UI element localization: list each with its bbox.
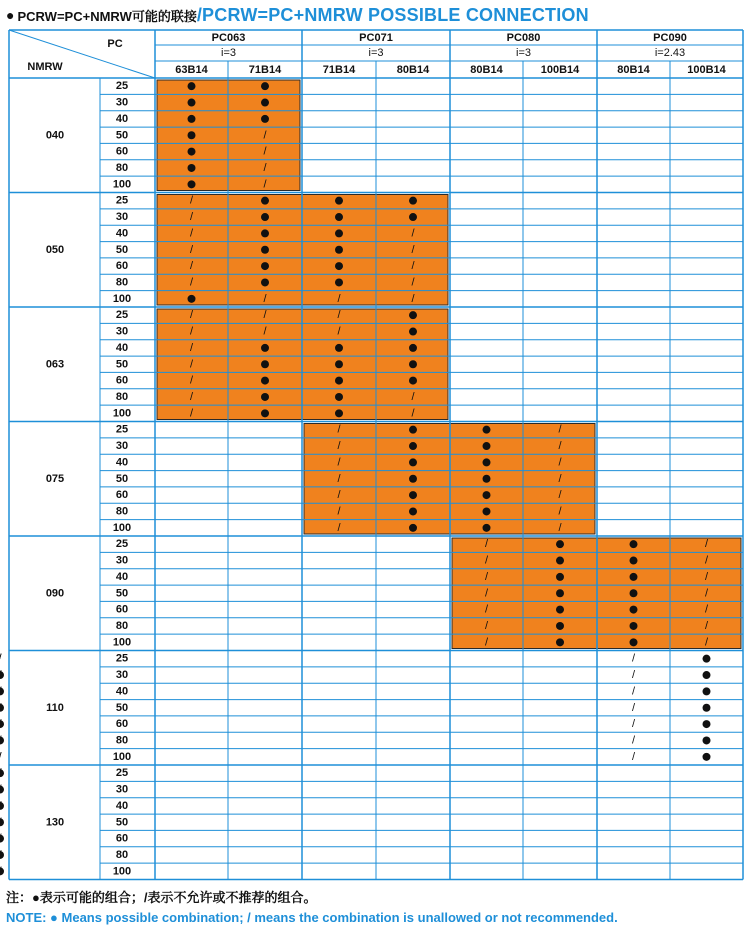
- possible-mark: [335, 197, 343, 205]
- ratio-label: 40: [115, 799, 129, 812]
- not-allowed-mark: /: [189, 390, 194, 403]
- not-allowed-mark: /: [263, 129, 267, 142]
- ratio-label: 30: [115, 440, 129, 453]
- ratio-label: 50: [115, 701, 129, 714]
- flange-label: 100B14: [540, 64, 580, 76]
- possible-mark: [261, 262, 269, 270]
- ratio-label: 80: [115, 276, 129, 289]
- not-allowed-mark: /: [189, 325, 194, 338]
- not-allowed-mark: /: [704, 636, 709, 649]
- flange-label: 80B14: [470, 64, 503, 76]
- not-allowed-mark: /: [337, 489, 341, 502]
- not-allowed-mark: /: [484, 619, 489, 632]
- possible-mark: [409, 507, 417, 515]
- not-allowed-mark: /: [484, 538, 489, 551]
- ratio-label: 60: [115, 489, 129, 502]
- possible-mark: [556, 606, 564, 614]
- possible-mark: [409, 328, 417, 336]
- ratio-label: 50: [115, 358, 129, 371]
- possible-mark: [483, 491, 491, 499]
- ratio-label: 30: [115, 211, 129, 224]
- ratio-label: 25: [115, 538, 129, 551]
- not-allowed-mark: /: [189, 194, 194, 207]
- possible-mark: [483, 426, 491, 434]
- possible-mark: [409, 377, 417, 385]
- ratio-label: 30: [115, 669, 129, 682]
- possible-mark: [261, 393, 269, 401]
- possible-mark: [409, 426, 417, 434]
- flange-label: 80B14: [617, 64, 650, 76]
- nmrw-size-label: 040: [45, 129, 65, 142]
- not-allowed-mark: /: [189, 341, 194, 354]
- not-allowed-mark: /: [631, 701, 636, 714]
- nmrw-size-label: 050: [45, 243, 65, 256]
- nmrw-corner-label: NMRW: [27, 61, 63, 73]
- possible-mark: [556, 589, 564, 597]
- title-english: /PCRW=PC+NMRW POSSIBLE CONNECTION: [196, 4, 589, 25]
- possible-mark: [703, 655, 711, 663]
- possible-mark: [483, 442, 491, 450]
- ratio-label: 40: [115, 685, 129, 698]
- not-allowed-mark: /: [558, 521, 562, 534]
- possible-mark: [261, 197, 269, 205]
- pc-group-ratio: i=2.43: [654, 47, 686, 59]
- possible-mark: [556, 573, 564, 581]
- possible-mark: [409, 475, 417, 483]
- not-allowed-mark: /: [337, 423, 341, 436]
- ratio-label: 25: [115, 309, 129, 322]
- possible-mark: [261, 246, 269, 254]
- not-allowed-mark: /: [337, 505, 341, 518]
- ratio-label: 30: [115, 96, 129, 109]
- pc-group-ratio: i=3: [368, 47, 384, 59]
- not-allowed-mark: [0, 751, 2, 763]
- not-allowed-mark: /: [558, 423, 562, 436]
- ratio-label: 60: [115, 832, 129, 845]
- possible-mark: [335, 409, 343, 417]
- possible-mark: [483, 458, 491, 466]
- possible-mark: [0, 671, 4, 679]
- flange-label: 71B14: [322, 64, 356, 76]
- not-allowed-mark: /: [263, 145, 267, 158]
- not-allowed-mark: /: [411, 390, 415, 403]
- note-chinese: 注：●表示可能的组合；/表示不允许或不推荐的组合。: [6, 890, 317, 905]
- possible-mark: [335, 393, 343, 401]
- possible-mark: [409, 197, 417, 205]
- ratio-label: 80: [115, 505, 129, 518]
- not-allowed-mark: /: [337, 325, 341, 338]
- ratio-label: 100: [112, 521, 132, 534]
- ratio-label: 100: [112, 407, 132, 420]
- note-english: NOTE: ● Means possible combination; / means the combination is unallowed or not recommended.: [6, 910, 618, 925]
- ratio-label: 60: [115, 374, 129, 387]
- ratio-label: 50: [115, 129, 129, 142]
- possible-mark: [261, 213, 269, 221]
- possible-mark: [409, 491, 417, 499]
- not-allowed-mark: /: [263, 325, 267, 338]
- flange-label: 100B14: [687, 64, 726, 76]
- possible-mark: [261, 229, 269, 237]
- not-allowed-mark: /: [337, 521, 341, 534]
- possible-mark: [556, 638, 564, 646]
- not-allowed-mark: /: [484, 603, 489, 616]
- flange-label: 71B14: [248, 64, 282, 76]
- pc-group-name: PC063: [211, 32, 246, 44]
- possible-mark: [188, 99, 196, 107]
- possible-mark: [703, 671, 711, 679]
- not-allowed-mark: /: [189, 407, 194, 420]
- not-allowed-mark: /: [263, 178, 267, 191]
- possible-mark: [188, 164, 196, 172]
- possible-mark: [0, 786, 4, 794]
- possible-mark: [335, 360, 343, 368]
- ratio-label: 25: [115, 80, 129, 93]
- possible-mark: [335, 229, 343, 237]
- possible-mark: [335, 213, 343, 221]
- not-allowed-mark: /: [558, 456, 562, 469]
- not-allowed-mark: /: [189, 211, 194, 224]
- ratio-label: 60: [115, 260, 129, 273]
- possible-mark: [335, 377, 343, 385]
- possible-mark: [483, 475, 491, 483]
- possible-mark: [703, 687, 711, 695]
- possible-mark: [188, 148, 196, 156]
- possible-mark: [556, 557, 564, 565]
- title-chinese: PCRW=PC+NMRW可能的联接: [17, 8, 197, 24]
- possible-mark: [556, 622, 564, 630]
- possible-mark: [409, 311, 417, 319]
- not-allowed-mark: /: [631, 734, 636, 747]
- ratio-label: 30: [115, 554, 129, 567]
- possible-mark: [0, 867, 4, 875]
- ratio-label: 30: [115, 783, 129, 796]
- possible-mark: [630, 573, 638, 581]
- possible-mark: [0, 720, 4, 728]
- not-allowed-mark: /: [189, 227, 194, 240]
- pc-corner-label: PC: [107, 38, 123, 50]
- possible-mark: [261, 409, 269, 417]
- possible-mark: [409, 458, 417, 466]
- not-allowed-mark: /: [631, 718, 636, 731]
- pc-group-ratio: i=3: [221, 47, 236, 59]
- ratio-label: 100: [112, 292, 132, 305]
- not-allowed-mark: /: [189, 374, 194, 387]
- possible-mark: [483, 524, 491, 532]
- not-allowed-mark: /: [189, 358, 194, 371]
- ratio-label: 40: [115, 341, 129, 354]
- possible-mark: [409, 344, 417, 352]
- flange-label: 80B14: [396, 64, 430, 76]
- not-allowed-mark: /: [704, 570, 709, 583]
- title-bullet: ●: [6, 7, 15, 23]
- ratio-label: 40: [115, 227, 129, 240]
- possible-mark: [409, 442, 417, 450]
- ratio-label: 30: [115, 325, 129, 338]
- not-allowed-mark: /: [263, 161, 267, 174]
- ratio-label: 50: [115, 587, 129, 600]
- not-allowed-mark: /: [337, 309, 341, 322]
- possible-mark: [409, 360, 417, 368]
- not-allowed-mark: /: [263, 292, 267, 305]
- ratio-label: 60: [115, 718, 129, 731]
- ratio-label: 100: [112, 178, 132, 191]
- ratio-label: 80: [115, 390, 129, 403]
- ratio-label: 80: [115, 734, 129, 747]
- possible-mark: [188, 131, 196, 139]
- possible-mark: [630, 638, 638, 646]
- ratio-label: 40: [115, 112, 129, 125]
- not-allowed-mark: /: [558, 440, 562, 453]
- possible-mark: [483, 507, 491, 515]
- possible-mark: [703, 704, 711, 712]
- ratio-label: 25: [115, 652, 129, 665]
- possible-mark: [630, 589, 638, 597]
- possible-mark: [409, 213, 417, 221]
- possible-mark: [261, 278, 269, 286]
- not-allowed-mark: /: [189, 276, 194, 289]
- not-allowed-mark: /: [337, 456, 341, 469]
- possible-mark: [335, 278, 343, 286]
- ratio-label: 40: [115, 570, 129, 583]
- ratio-label: 50: [115, 243, 129, 256]
- not-allowed-mark: /: [189, 243, 194, 256]
- possible-mark: [261, 377, 269, 385]
- possible-mark: [630, 622, 638, 630]
- possible-mark: [0, 851, 4, 859]
- ratio-label: 100: [112, 636, 132, 649]
- possible-mark: [335, 246, 343, 254]
- possible-mark: [188, 115, 196, 123]
- ratio-label: 80: [115, 161, 129, 174]
- not-allowed-mark: /: [704, 603, 709, 616]
- possible-mark: [703, 753, 711, 761]
- not-allowed-mark: /: [411, 227, 415, 240]
- not-allowed-mark: /: [411, 407, 415, 420]
- not-allowed-mark: [0, 653, 2, 665]
- nmrw-size-label: 090: [45, 587, 65, 600]
- not-allowed-mark: /: [411, 292, 415, 305]
- not-allowed-mark: /: [704, 554, 709, 567]
- possible-mark: [409, 524, 417, 532]
- not-allowed-mark: /: [558, 505, 562, 518]
- possible-mark: [0, 835, 4, 843]
- possible-mark: [188, 295, 196, 303]
- ratio-label: 50: [115, 472, 129, 485]
- flange-label: 63B14: [175, 64, 208, 76]
- possible-mark: [0, 687, 4, 695]
- possible-mark: [261, 360, 269, 368]
- not-allowed-mark: /: [484, 570, 489, 583]
- not-allowed-mark: /: [189, 260, 194, 273]
- possible-mark: [703, 736, 711, 744]
- nmrw-size-label: 075: [45, 472, 65, 485]
- nmrw-size-label: 110: [46, 701, 64, 714]
- possible-mark: [261, 344, 269, 352]
- not-allowed-mark: /: [337, 472, 341, 485]
- possible-mark: [0, 704, 4, 712]
- ratio-label: 60: [115, 145, 129, 158]
- possible-mark: [0, 769, 4, 777]
- not-allowed-mark: /: [704, 619, 709, 632]
- not-allowed-mark: /: [189, 309, 194, 322]
- possible-mark: [630, 540, 638, 548]
- not-allowed-mark: /: [484, 587, 489, 600]
- not-allowed-mark: /: [631, 652, 636, 665]
- nmrw-size-label: 130: [45, 816, 65, 829]
- not-allowed-mark: /: [484, 554, 489, 567]
- ratio-label: 40: [115, 456, 129, 469]
- possible-mark: [556, 540, 564, 548]
- ratio-label: 80: [115, 848, 129, 861]
- not-allowed-mark: /: [558, 489, 562, 502]
- not-allowed-mark: /: [411, 260, 415, 273]
- not-allowed-mark: /: [704, 587, 709, 600]
- possible-mark: [0, 736, 4, 744]
- ratio-label: 25: [115, 423, 129, 436]
- possible-mark: [0, 818, 4, 826]
- not-allowed-mark: /: [411, 243, 415, 256]
- ratio-label: 80: [115, 619, 129, 632]
- ratio-label: 100: [112, 865, 132, 878]
- not-allowed-mark: /: [484, 636, 489, 649]
- pc-group-name: PC071: [359, 32, 393, 44]
- not-allowed-mark: /: [411, 276, 415, 289]
- not-allowed-mark: /: [631, 750, 636, 763]
- ratio-label: 60: [115, 603, 129, 616]
- not-allowed-mark: /: [631, 685, 636, 698]
- not-allowed-mark: /: [558, 472, 562, 485]
- ratio-label: 25: [115, 194, 129, 207]
- not-allowed-mark: /: [263, 309, 267, 322]
- ratio-label: 50: [115, 816, 129, 829]
- pc-group-ratio: i=3: [516, 47, 531, 59]
- ratio-label: 25: [115, 767, 129, 780]
- possible-mark: [630, 557, 638, 565]
- possible-mark: [188, 82, 196, 90]
- not-allowed-mark: /: [631, 669, 636, 682]
- nmrw-size-label: 063: [45, 358, 65, 371]
- possible-mark: [630, 606, 638, 614]
- ratio-label: 100: [112, 750, 132, 763]
- possible-mark: [0, 802, 4, 810]
- possible-mark: [335, 262, 343, 270]
- possible-mark: [188, 180, 196, 188]
- possible-mark: [703, 720, 711, 728]
- not-allowed-mark: /: [704, 538, 709, 551]
- possible-mark: [261, 99, 269, 107]
- not-allowed-mark: /: [337, 292, 341, 305]
- pc-group-name: PC090: [653, 32, 687, 44]
- pc-group-name: PC080: [506, 32, 541, 44]
- possible-mark: [335, 344, 343, 352]
- not-allowed-mark: /: [337, 440, 341, 453]
- possible-mark: [261, 82, 269, 90]
- possible-mark: [261, 115, 269, 123]
